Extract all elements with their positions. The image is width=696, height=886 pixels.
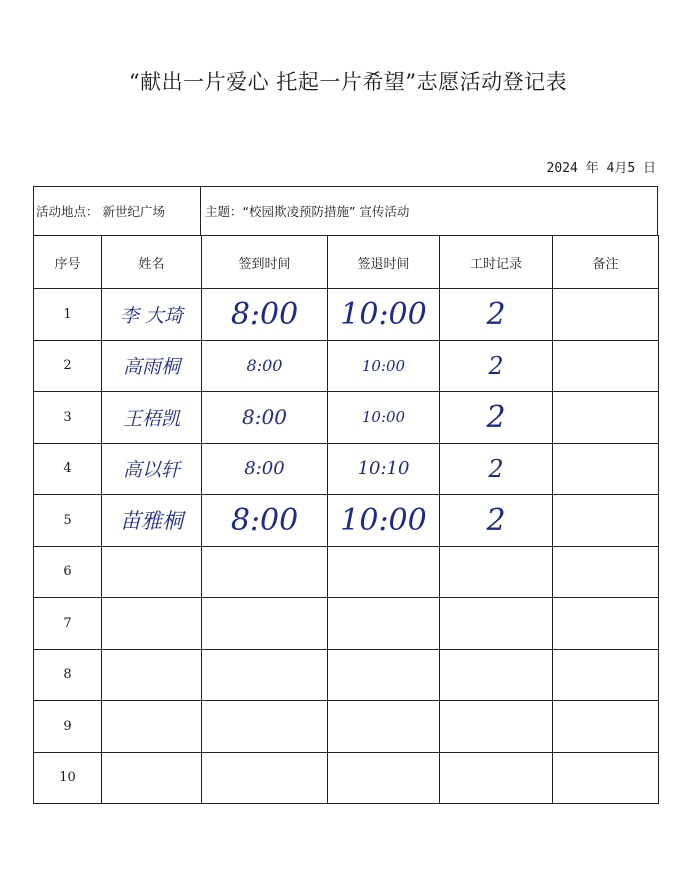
- checkout-time: 10:00: [328, 392, 440, 444]
- row-number: 8: [34, 649, 102, 701]
- checkout-time: [328, 649, 440, 701]
- volunteer-name: [102, 546, 202, 598]
- checkin-time: 8:00: [202, 392, 328, 444]
- hours-record: [440, 752, 553, 804]
- volunteer-name: [102, 649, 202, 701]
- header-checkout: 签退时间: [328, 236, 440, 289]
- volunteer-name: [102, 752, 202, 804]
- row-number: 7: [34, 598, 102, 650]
- header-note: 备注: [553, 236, 659, 289]
- hours-record: [440, 546, 553, 598]
- checkin-time: [202, 701, 328, 753]
- checkout-time: 10:00: [328, 340, 440, 392]
- note-cell: [553, 598, 659, 650]
- row-number: 4: [34, 443, 102, 495]
- row-number: 1: [34, 289, 102, 341]
- volunteer-name: 高雨桐: [102, 340, 202, 392]
- checkout-time: [328, 752, 440, 804]
- activity-info-bar: [33, 186, 658, 236]
- table-row: [34, 649, 659, 701]
- registration-table: [33, 235, 659, 804]
- checkout-time: [328, 546, 440, 598]
- header-name: 姓名: [102, 236, 202, 289]
- form-date: 2024 年 4月5 日: [546, 161, 656, 176]
- hours-record: 2: [440, 392, 553, 444]
- row-number: 3: [34, 392, 102, 444]
- checkout-time: 10:00: [328, 289, 440, 341]
- checkin-time: [202, 598, 328, 650]
- header-hours: 工时记录: [440, 236, 553, 289]
- volunteer-name: 苗雅桐: [102, 495, 202, 547]
- header-checkin: 签到时间: [202, 236, 328, 289]
- volunteer-name: [102, 598, 202, 650]
- note-cell: [553, 289, 659, 341]
- hours-record: 2: [440, 289, 553, 341]
- checkout-time: [328, 598, 440, 650]
- row-number: 6: [34, 546, 102, 598]
- row-number: 5: [34, 495, 102, 547]
- checkin-time: [202, 649, 328, 701]
- note-cell: [553, 546, 659, 598]
- checkin-time: 8:00: [202, 289, 328, 341]
- header-no: 序号: [34, 236, 102, 289]
- checkout-time: 10:10: [328, 443, 440, 495]
- hours-record: [440, 701, 553, 753]
- table-row: [34, 443, 659, 495]
- table-row: [34, 752, 659, 804]
- row-number: 9: [34, 701, 102, 753]
- hours-record: [440, 649, 553, 701]
- note-cell: [553, 495, 659, 547]
- note-cell: [553, 752, 659, 804]
- table-row: [34, 546, 659, 598]
- volunteer-name: 高以轩: [102, 443, 202, 495]
- note-cell: [553, 649, 659, 701]
- table-header-row: [34, 236, 659, 289]
- table-row: [34, 598, 659, 650]
- row-number: 2: [34, 340, 102, 392]
- table-row: [34, 701, 659, 753]
- note-cell: [553, 340, 659, 392]
- volunteer-name: 王梧凯: [102, 392, 202, 444]
- checkin-time: [202, 752, 328, 804]
- activity-location: 活动地点： 新世纪广场: [34, 187, 201, 235]
- table-row: [34, 340, 659, 392]
- activity-theme: 主题：“校园欺凌预防措施” 宣传活动: [205, 204, 410, 219]
- table-row: [34, 495, 659, 547]
- hours-record: 2: [440, 443, 553, 495]
- checkout-time: [328, 701, 440, 753]
- checkin-time: [202, 546, 328, 598]
- note-cell: [553, 392, 659, 444]
- checkin-time: 8:00: [202, 340, 328, 392]
- hours-record: [440, 598, 553, 650]
- checkout-time: 10:00: [328, 495, 440, 547]
- checkin-time: 8:00: [202, 443, 328, 495]
- checkin-time: 8:00: [202, 495, 328, 547]
- hours-record: 2: [440, 495, 553, 547]
- note-cell: [553, 701, 659, 753]
- row-number: 10: [34, 752, 102, 804]
- table-row: [34, 392, 659, 444]
- volunteer-name: [102, 701, 202, 753]
- table-row: [34, 289, 659, 341]
- volunteer-name: 李 大琦: [102, 289, 202, 341]
- hours-record: 2: [440, 340, 553, 392]
- note-cell: [553, 443, 659, 495]
- form-title: “献出一片爱心 托起一片希望”志愿活动登记表: [128, 70, 568, 94]
